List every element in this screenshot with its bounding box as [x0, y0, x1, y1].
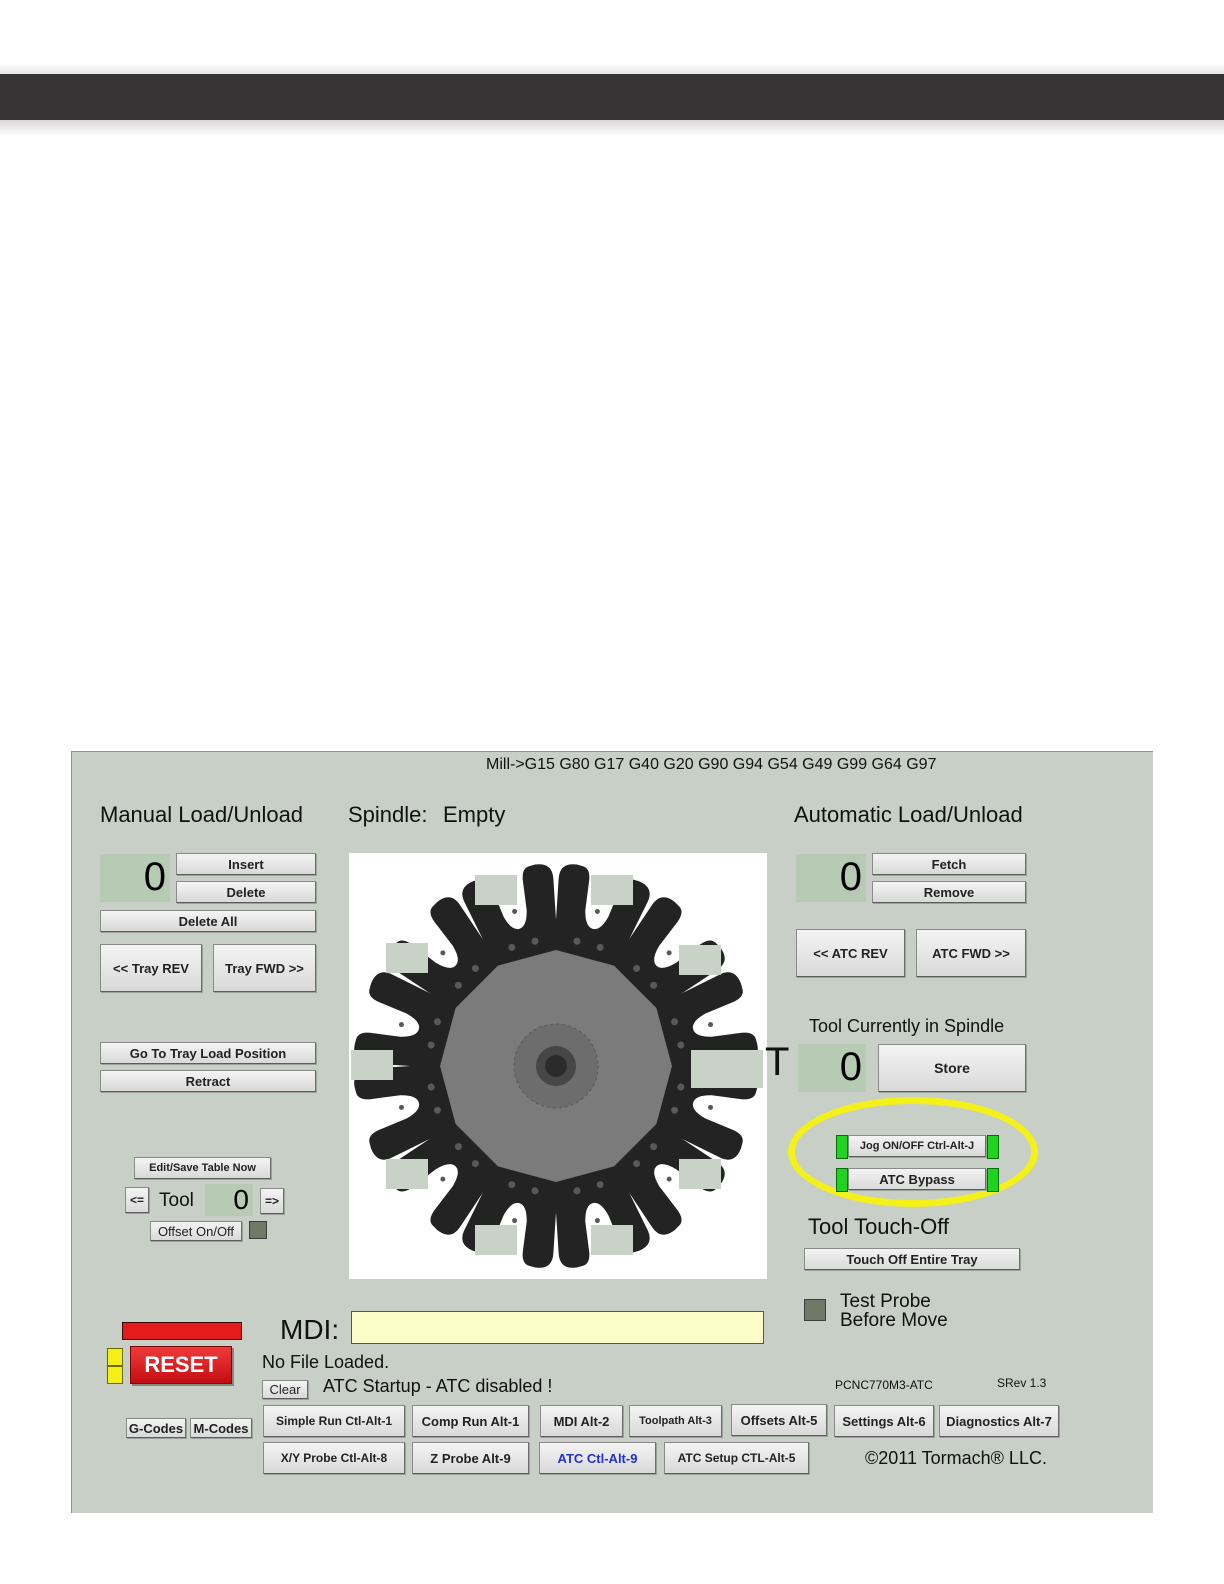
store-button[interactable]: Store [878, 1044, 1026, 1092]
test-probe-led[interactable] [804, 1299, 826, 1321]
file-status: No File Loaded. [262, 1352, 390, 1372]
tab-toolpath[interactable]: Toolpath Alt-3 [629, 1405, 722, 1437]
atc-screen [71, 751, 1153, 1513]
atc-bypass-led [836, 1168, 848, 1192]
g-codes-button[interactable]: G-Codes [126, 1418, 186, 1438]
tab-comp-run[interactable]: Comp Run Alt-1 [412, 1405, 529, 1437]
tool-prefix-label: T [765, 1040, 790, 1084]
tab-diagnostics[interactable]: Diagnostics Alt-7 [939, 1405, 1059, 1437]
yellow-led-top [107, 1348, 123, 1366]
atc-rev-button[interactable]: << ATC REV [796, 929, 905, 977]
tab-z-probe[interactable]: Z Probe Alt-9 [412, 1442, 529, 1474]
tab-xy-probe[interactable]: X/Y Probe Ctl-Alt-8 [263, 1442, 405, 1474]
fetch-button[interactable]: Fetch [872, 853, 1026, 875]
software-revision: SRev 1.3 [997, 1376, 1047, 1390]
header-bar [0, 74, 1224, 120]
reset-button[interactable]: RESET [130, 1346, 232, 1384]
automatic-tool-dro: 0 [796, 854, 866, 902]
manual-load-title: Manual Load/Unload [100, 802, 304, 827]
yellow-led-bottom [107, 1366, 123, 1384]
remove-button[interactable]: Remove [872, 881, 1026, 903]
tool-in-spindle-dro: 0 [798, 1044, 866, 1092]
header-shadow-top [0, 64, 1224, 74]
delete-button[interactable]: Delete [176, 881, 316, 903]
atc-bypass-button[interactable]: ATC Bypass [848, 1168, 986, 1190]
jog-led-right [987, 1135, 999, 1159]
mdi-input[interactable] [351, 1311, 764, 1344]
edit-save-table-button[interactable]: Edit/Save Table Now [134, 1157, 271, 1179]
tool-next-button[interactable]: => [260, 1188, 284, 1214]
status-red-bar [122, 1322, 242, 1340]
modal-status-line: Mill->G15 G80 G17 G40 G20 G90 G94 G54 G49 G99 G64 G97 [486, 756, 937, 773]
tool-touch-off-title: Tool Touch-Off [808, 1214, 950, 1239]
atc-carousel-graphic [349, 853, 767, 1279]
spindle-value: Empty [443, 802, 506, 827]
m-codes-button[interactable]: M-Codes [190, 1418, 252, 1438]
mdi-label: MDI: [280, 1314, 340, 1345]
tab-atc-setup[interactable]: ATC Setup CTL-Alt-5 [664, 1442, 809, 1474]
jog-led [836, 1135, 848, 1159]
insert-button[interactable]: Insert [176, 853, 316, 875]
carousel-svg [349, 853, 767, 1279]
go-to-tray-load-position-button[interactable]: Go To Tray Load Position [100, 1042, 316, 1064]
tab-mdi[interactable]: MDI Alt-2 [540, 1405, 623, 1437]
offset-led [249, 1221, 267, 1239]
tab-simple-run[interactable]: Simple Run Ctl-Alt-1 [263, 1405, 405, 1437]
tray-rev-button[interactable]: << Tray REV [100, 944, 202, 992]
tab-atc[interactable]: ATC Ctl-Alt-9 [539, 1442, 656, 1474]
touch-off-entire-tray-button[interactable]: Touch Off Entire Tray [804, 1248, 1020, 1270]
copyright: ©2011 Tormach® LLC. [865, 1448, 1047, 1468]
tray-fwd-button[interactable]: Tray FWD >> [213, 944, 316, 992]
tool-number-dro: 0 [205, 1184, 253, 1216]
header-shadow [0, 120, 1224, 136]
tab-offsets[interactable]: Offsets Alt-5 [731, 1404, 827, 1436]
jog-toggle-button[interactable]: Jog ON/OFF Ctrl-Alt-J [848, 1135, 986, 1157]
retract-button[interactable]: Retract [100, 1070, 316, 1092]
atc-bypass-led-right [987, 1168, 999, 1192]
tool-prev-button[interactable]: <= [125, 1187, 149, 1213]
tool-in-spindle-label: Tool Currently in Spindle [809, 1016, 1005, 1036]
tool-label: Tool [159, 1190, 194, 1211]
atc-fwd-button[interactable]: ATC FWD >> [916, 929, 1026, 977]
offset-on-off-button[interactable]: Offset On/Off [150, 1221, 242, 1241]
status-message: ATC Startup - ATC disabled ! [323, 1376, 553, 1396]
manual-tool-dro: 0 [100, 854, 170, 902]
automatic-load-title: Automatic Load/Unload [794, 802, 1023, 827]
machine-model: PCNC770M3-ATC [835, 1378, 933, 1392]
test-probe-label-line2: Before Move [840, 1310, 948, 1331]
clear-button[interactable]: Clear [262, 1380, 308, 1399]
test-probe-label-line1: Test Probe [840, 1291, 931, 1312]
spindle-label: Spindle: [348, 802, 428, 827]
tab-settings[interactable]: Settings Alt-6 [834, 1405, 934, 1437]
delete-all-button[interactable]: Delete All [100, 910, 316, 932]
